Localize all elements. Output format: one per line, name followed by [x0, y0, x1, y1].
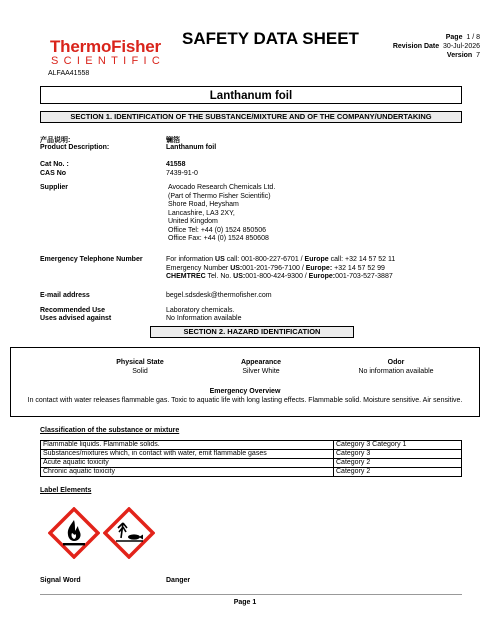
- supplier-line: Office Fax: +44 (0) 1524 850608: [168, 235, 269, 242]
- product-description-label: Product Description:: [40, 144, 110, 151]
- uses-advised-against-label: Uses advised against: [40, 315, 112, 322]
- table-row: [41, 450, 462, 459]
- emergency-phone-label: Emergency Telephone Number: [40, 256, 143, 263]
- revision-label: Revision Date: [392, 43, 440, 50]
- supplier-line: Lancashire, LA3 2XY,: [168, 209, 235, 217]
- cat-no-value: 41558: [166, 161, 186, 168]
- cas-no-label: CAS No: [40, 170, 67, 177]
- odor-label: Odor: [387, 359, 405, 366]
- product-description-value: Lanthanum foil: [166, 144, 217, 151]
- table-row: [41, 459, 462, 468]
- cat-no-label: Cat No. :: [40, 161, 69, 168]
- uses-advised-against-value: No Information available: [166, 315, 242, 322]
- physical-state-label: Physical State: [116, 359, 164, 366]
- product-code: ALFAA41558: [48, 70, 90, 77]
- category-cell: Category 2: [334, 468, 462, 477]
- page-label: Page: [445, 34, 463, 41]
- category-cell: Category 2: [334, 459, 462, 468]
- section-1-title: SECTION 1. IDENTIFICATION OF THE SUBSTANCE/MIXTURE AND OF THE COMPANY/UNDERTAKING: [40, 111, 462, 123]
- odor: [326, 359, 466, 376]
- emergency-overview-text: In contact with water releases flammable gas. Toxic to aquatic life with long lasting effects. Flammable solid. Moisture sensitive. Air sensitive.: [27, 397, 463, 404]
- flame-pictogram-icon: [48, 507, 100, 559]
- supplier-address: [168, 184, 275, 244]
- environment-pictogram-icon: [103, 507, 155, 559]
- classification-table: [40, 440, 462, 477]
- category-cell: Category 3 Category 1: [334, 441, 462, 450]
- chinese-label: 产品说明:: [40, 137, 71, 144]
- revision-value: 30-Jul-2026: [443, 43, 480, 50]
- appearance: [191, 359, 331, 376]
- emergency-line-3: CHEMTREC Tel. No. US:001-800-424-9300 / Europe:001-703-527-3887: [166, 273, 393, 280]
- signal-word-label: Signal Word: [40, 577, 81, 584]
- hazard-overview-box: [10, 347, 480, 417]
- chinese-value: 镧箔: [166, 137, 180, 144]
- cas-no-value: 7439-91-0: [166, 170, 198, 177]
- hazard-cell: Chronic aquatic toxicity: [41, 468, 334, 477]
- email-link[interactable]: begel.sdsdesk@thermofisher.com: [166, 292, 272, 299]
- odor-value: No information available: [358, 367, 434, 375]
- document-meta: [393, 33, 480, 60]
- version-value: 7: [476, 52, 480, 59]
- section-2-title: SECTION 2. HAZARD IDENTIFICATION: [150, 326, 354, 338]
- supplier-line: (Part of Thermo Fisher Scientific): [168, 192, 271, 200]
- table-row: [41, 468, 462, 477]
- hazard-cell: Acute aquatic toxicity: [41, 459, 334, 468]
- emergency-line-2: Emergency Number US:001-201-796-7100 / Europe: +32 14 57 52 99: [166, 264, 385, 272]
- signal-word-value: Danger: [166, 577, 191, 584]
- label-elements-title: Label Elements: [40, 487, 92, 494]
- table-row: [41, 441, 462, 450]
- supplier-line: United Kingdom: [168, 218, 218, 225]
- hazard-cell: Substances/mixtures which, in contact with water, emit flammable gases: [41, 450, 334, 459]
- email-label: E-mail address: [40, 292, 90, 299]
- emergency-line-1: For information US call: 001-800-227-6701 / Europe call: +32 14 57 52 11: [166, 256, 396, 263]
- emergency-overview-title: Emergency Overview: [209, 388, 281, 395]
- appearance-label: Appearance: [240, 359, 282, 366]
- footer-divider: [40, 594, 462, 595]
- document-title: SAFETY DATA SHEET: [182, 29, 359, 48]
- version-label: Version: [446, 52, 473, 59]
- footer-page-number: Page 1: [233, 599, 257, 606]
- physical-state-value: Solid: [132, 367, 148, 375]
- thermofisher-logo: ThermoFisher: [50, 37, 161, 56]
- supplier-label: Supplier: [40, 184, 69, 191]
- recommended-use-value: Laboratory chemicals.: [166, 307, 235, 314]
- category-cell: Category 3: [334, 450, 462, 459]
- page-value: 1 / 8: [466, 34, 480, 41]
- hazard-cell: Flammable liquids. Flammable solids.: [41, 441, 334, 450]
- supplier-line: Office Tel: +44 (0) 1524 850506: [168, 226, 267, 234]
- supplier-line: Avocado Research Chemicals Ltd.: [168, 184, 276, 191]
- appearance-value: Silver White: [242, 367, 280, 375]
- supplier-line: Shore Road, Heysham: [168, 201, 239, 208]
- emergency-phone-block: [166, 256, 395, 282]
- recommended-use-label: Recommended Use: [40, 307, 105, 314]
- product-name: Lanthanum foil: [40, 86, 462, 104]
- scientific-wordmark: SCIENTIFIC: [51, 55, 166, 67]
- classification-title: Classification of the substance or mixture: [40, 427, 180, 434]
- physical-state: [70, 359, 210, 376]
